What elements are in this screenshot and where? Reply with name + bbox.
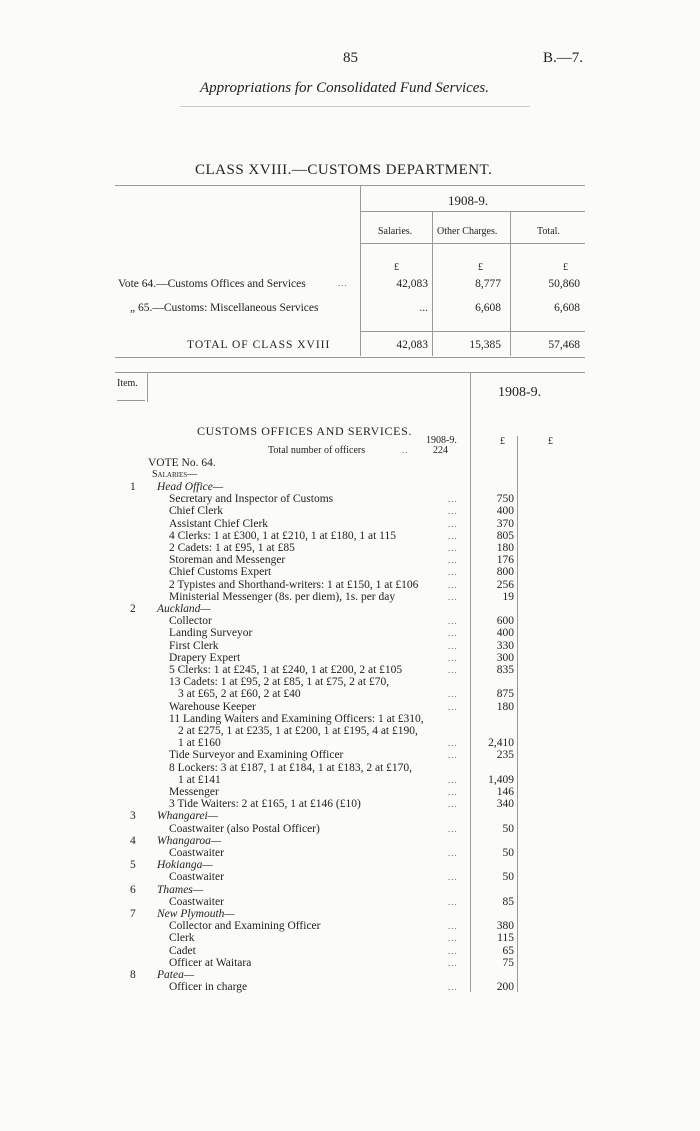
leader-dots: .. <box>402 445 409 455</box>
currency-symbol: £ <box>500 436 505 447</box>
leader-dots: ... <box>448 957 458 968</box>
leader-dots: ... <box>448 579 458 590</box>
summary-salaries: 42,083 <box>396 278 428 290</box>
location-heading: Head Office— <box>157 481 224 493</box>
line-amount: 115 <box>497 932 514 945</box>
line-description: 11 Landing Waiters and Examining Officers: 1 at £310, <box>169 712 424 725</box>
summary-total: 6,608 <box>554 302 580 314</box>
line-description: Messenger <box>169 786 219 798</box>
list-item <box>0 640 700 652</box>
leader-dots: ... <box>448 921 458 932</box>
summary-row-label: „ 65.—Customs: Miscellaneous Services <box>130 302 319 314</box>
summary-divider <box>432 212 433 356</box>
list-item <box>0 688 700 700</box>
line-amount: 2,410 <box>488 737 514 750</box>
currency-symbol: £ <box>394 262 399 273</box>
detail-top-rule <box>115 372 585 373</box>
location-heading: New Plymouth— <box>157 908 235 920</box>
line-amount: 400 <box>496 505 514 518</box>
leader-dots: ... <box>448 689 458 700</box>
line-amount: 200 <box>496 981 514 994</box>
line-description: Tide Surveyor and Examining Officer <box>169 749 344 762</box>
line-description: 3 Tide Waiters: 2 at £165, 1 at £146 (£10) <box>169 798 361 811</box>
line-amount: 146 <box>496 786 514 798</box>
line-description: 1 at £141 <box>178 773 221 786</box>
salaries-heading: Salaries— <box>152 469 198 480</box>
location-heading: Auckland— <box>157 603 211 615</box>
line-description: Secretary and Inspector of Customs <box>169 493 334 506</box>
leader-dots: ... <box>448 591 458 602</box>
list-item <box>0 615 700 627</box>
leader-dots: ... <box>448 494 458 505</box>
leader-dots: ... <box>338 278 348 288</box>
list-item <box>0 810 700 822</box>
list-item <box>0 749 700 761</box>
list-item <box>0 725 700 737</box>
list-item <box>0 664 700 676</box>
list-item <box>0 847 700 859</box>
item-number: 7 <box>130 908 136 920</box>
leader-dots: ... <box>448 750 458 761</box>
list-item <box>0 591 700 603</box>
list-item <box>0 762 700 774</box>
leader-dots: ... <box>448 738 458 749</box>
line-description: 3 at £65, 2 at £60, 2 at £40 <box>178 688 301 701</box>
officers-label: Total number of officers <box>268 445 366 456</box>
item-column-rule <box>147 372 148 402</box>
summary-other: 6,608 <box>475 302 501 314</box>
leader-dots: ... <box>448 543 458 553</box>
list-item <box>0 871 700 883</box>
line-amount: 75 <box>502 956 514 969</box>
summary-total-label: TOTAL OF CLASS XVIII <box>187 339 331 351</box>
line-description: Cadet <box>169 944 196 957</box>
list-item <box>0 932 700 944</box>
line-amount: 600 <box>496 615 514 628</box>
list-item <box>0 493 700 505</box>
line-description: Coastwaiter <box>169 871 224 884</box>
leader-dots: ... <box>448 787 458 797</box>
list-item <box>0 566 700 578</box>
header-other-charges: Other Charges. <box>437 226 498 237</box>
line-description: 8 Lockers: 3 at £187, 1 at £184, 1 at £183, 2 at £170, <box>169 761 413 774</box>
list-item <box>0 884 700 896</box>
list-item <box>0 603 700 615</box>
line-description: Coastwaiter <box>169 895 224 908</box>
leader-dots: ... <box>448 933 458 944</box>
header-total: Total. <box>537 226 560 237</box>
header-rule <box>180 106 530 107</box>
list-item <box>0 908 700 920</box>
list-item <box>0 957 700 969</box>
currency-symbol: £ <box>478 262 483 273</box>
line-amount: 300 <box>496 651 514 664</box>
line-description: Coastwaiter <box>169 847 224 859</box>
line-description: 2 Cadets: 1 at £95, 1 at £85 <box>169 542 295 554</box>
line-description: Officer at Waitara <box>169 956 252 969</box>
line-description: Warehouse Keeper <box>169 700 256 713</box>
line-description: 5 Clerks: 1 at £245, 1 at £240, 1 at £200, 2 at £105 <box>169 664 403 676</box>
leader-dots: ... <box>448 848 458 858</box>
section-title: CUSTOMS OFFICES AND SERVICES. <box>197 424 412 438</box>
line-amount: 750 <box>496 493 514 506</box>
list-item <box>0 823 700 835</box>
list-item <box>0 945 700 957</box>
header-salaries: Salaries. <box>378 226 413 237</box>
list-item <box>0 969 700 981</box>
summary-total-rule <box>361 331 585 332</box>
list-item <box>0 859 700 871</box>
list-item <box>0 530 700 542</box>
line-description: Officer in charge <box>169 981 248 994</box>
item-number: 8 <box>130 969 136 981</box>
line-amount: 50 <box>502 847 514 859</box>
line-description: 1 at £160 <box>178 737 221 750</box>
summary-row-label: Vote 64.—Customs Offices and Services <box>118 278 306 290</box>
currency-symbol: £ <box>548 436 553 447</box>
item-number: 6 <box>130 883 136 896</box>
list-item <box>0 481 700 493</box>
list-item <box>0 554 700 566</box>
line-description: Ministerial Messenger (8s. per diem), 1s. per day <box>169 590 396 603</box>
leader-dots: ... <box>448 652 458 663</box>
document-reference: B.—7. <box>543 50 584 66</box>
line-amount: 235 <box>496 749 514 762</box>
location-heading: Thames— <box>157 883 204 896</box>
summary-total-salaries: 42,083 <box>396 339 428 351</box>
summary-salaries: ... <box>419 302 428 314</box>
list-item <box>0 920 700 932</box>
line-description: Collector and Examining Officer <box>169 920 321 933</box>
leader-dots: ... <box>448 665 458 675</box>
line-amount: 50 <box>502 871 514 884</box>
line-description: 13 Cadets: 1 at £95, 2 at £85, 1 at £75, 2 at £70, <box>169 676 390 689</box>
item-number: 4 <box>130 834 136 847</box>
summary-header-rule <box>361 243 585 244</box>
item-number: 3 <box>130 810 136 823</box>
list-item <box>0 835 700 847</box>
line-amount: 256 <box>496 578 514 591</box>
line-amount: 400 <box>496 627 514 640</box>
summary-divider <box>510 212 511 356</box>
line-amount: 340 <box>496 798 514 811</box>
leader-dots: ... <box>448 567 458 578</box>
line-description: Landing Surveyor <box>169 627 253 640</box>
line-amount: 835 <box>496 664 514 676</box>
list-item <box>0 542 700 554</box>
summary-other: 8,777 <box>475 278 501 290</box>
officers-year: 1908-9. <box>426 435 457 446</box>
leader-dots: ... <box>448 896 458 907</box>
class-title: CLASS XVIII.—CUSTOMS DEPARTMENT. <box>195 162 493 178</box>
line-description: Chief Customs Expert <box>169 566 272 579</box>
location-heading: Patea— <box>157 969 195 981</box>
summary-year-rule <box>361 211 585 212</box>
leader-dots: ... <box>448 640 458 651</box>
line-description: Drapery Expert <box>169 651 241 664</box>
location-heading: Whangaroa— <box>157 834 222 847</box>
list-item <box>0 774 700 786</box>
leader-dots: ... <box>448 628 458 639</box>
list-item <box>0 627 700 639</box>
list-item <box>0 701 700 713</box>
line-amount: 370 <box>496 517 514 530</box>
leader-dots: ... <box>448 872 458 883</box>
list-item <box>0 713 700 725</box>
line-description: Chief Clerk <box>169 505 223 518</box>
location-heading: Hokianga— <box>157 859 213 872</box>
line-amount: 800 <box>496 566 514 579</box>
line-description: Storeman and Messenger <box>169 554 286 567</box>
list-item <box>0 579 700 591</box>
line-amount: 180 <box>496 700 514 713</box>
list-item <box>0 676 700 688</box>
line-amount: 380 <box>496 920 514 933</box>
line-description: Collector <box>169 615 212 628</box>
line-amount: 19 <box>502 590 514 603</box>
summary-total: 50,860 <box>548 278 580 290</box>
summary-total-other: 15,385 <box>469 339 501 351</box>
line-description: Coastwaiter (also Postal Officer) <box>169 822 320 835</box>
leader-dots: ... <box>448 799 458 810</box>
line-amount: 875 <box>496 688 514 701</box>
leader-dots: ... <box>448 616 458 627</box>
item-header-rule <box>117 400 145 401</box>
vote-number: VOTE No. 64. <box>148 457 216 469</box>
line-amount: 805 <box>496 529 514 542</box>
list-item <box>0 798 700 810</box>
line-amount: 1,409 <box>488 773 514 786</box>
line-description: Clerk <box>169 932 195 945</box>
list-item <box>0 652 700 664</box>
line-description: First Clerk <box>169 639 219 652</box>
summary-year: 1908-9. <box>448 193 489 208</box>
summary-total-total: 57,468 <box>548 339 580 351</box>
leader-dots: ... <box>448 774 458 785</box>
line-amount: 330 <box>496 639 514 652</box>
line-amount: 50 <box>502 822 514 835</box>
list-item <box>0 786 700 798</box>
leader-dots: ... <box>448 945 458 956</box>
line-description: 2 at £275, 1 at £235, 1 at £200, 1 at £195, 4 at £190, <box>178 725 418 737</box>
detail-year: 1908-9. <box>498 385 542 400</box>
line-amount: 176 <box>496 554 514 567</box>
leader-dots: ... <box>448 982 458 993</box>
leader-dots: ... <box>448 530 458 541</box>
leader-dots: ... <box>448 506 458 517</box>
leader-dots: ... <box>448 518 458 529</box>
item-header: Item. <box>117 378 138 389</box>
item-number: 5 <box>130 859 136 872</box>
item-number: 2 <box>130 603 136 615</box>
location-heading: Whangarei— <box>157 810 218 823</box>
leader-dots: ... <box>448 823 458 834</box>
list-item <box>0 505 700 517</box>
list-item <box>0 518 700 530</box>
leader-dots: ... <box>448 701 458 712</box>
list-item <box>0 737 700 749</box>
summary-bottom-rule <box>115 357 585 358</box>
running-title: Appropriations for Consolidated Fund Services. <box>200 80 490 96</box>
line-description: 2 Typistes and Shorthand-writers: 1 at £150, 1 at £106 <box>169 578 419 591</box>
line-amount: 65 <box>502 944 514 957</box>
item-number: 1 <box>130 481 136 493</box>
currency-symbol: £ <box>563 262 568 273</box>
line-description: Assistant Chief Clerk <box>169 517 269 530</box>
summary-top-rule <box>115 185 585 186</box>
line-amount: 85 <box>502 895 514 908</box>
leader-dots: ... <box>448 555 458 566</box>
officers-count: 224 <box>433 445 448 456</box>
page-number: 85 <box>343 50 358 66</box>
line-description: 4 Clerks: 1 at £300, 1 at £210, 1 at £180, 1 at 115 <box>169 529 396 542</box>
line-amount: 180 <box>496 542 514 554</box>
list-item <box>0 896 700 908</box>
list-item <box>0 981 700 993</box>
